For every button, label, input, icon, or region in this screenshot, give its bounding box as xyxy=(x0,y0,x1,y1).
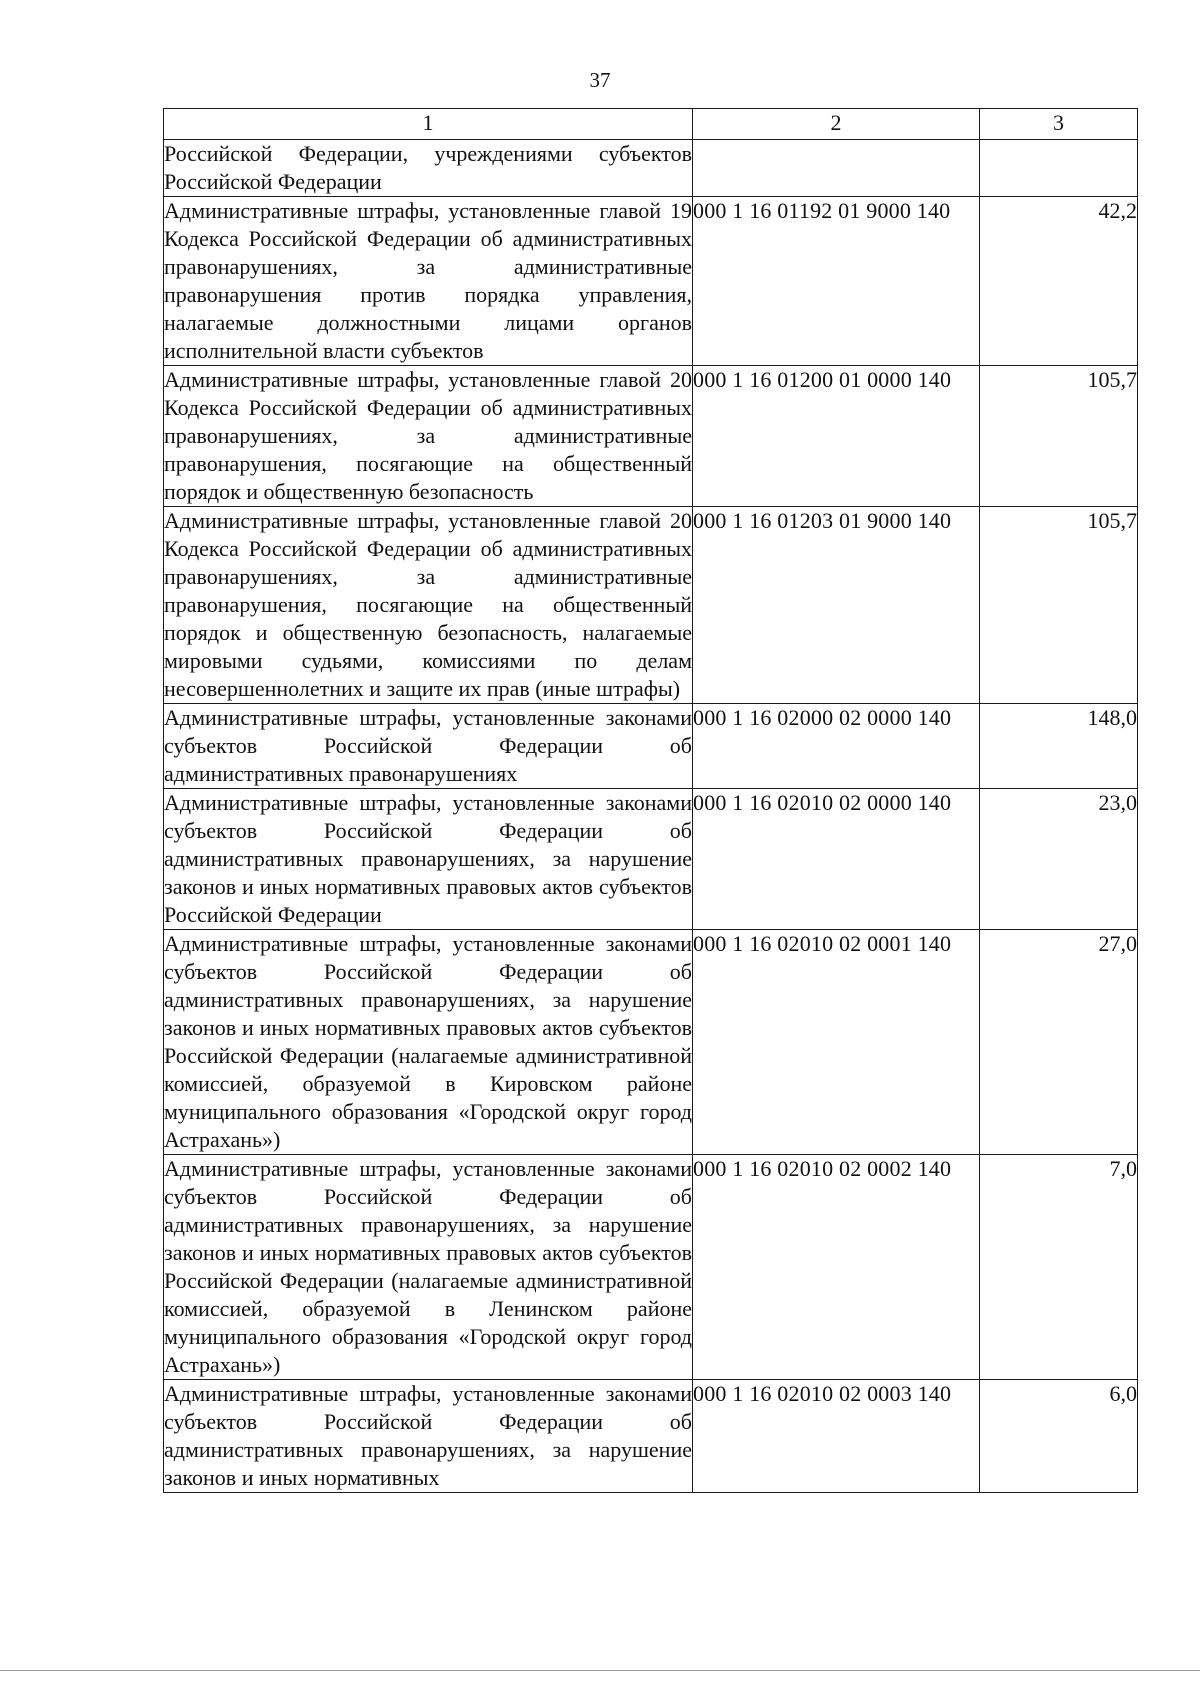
table-row xyxy=(164,140,1138,197)
row-description: Административные штрафы, установленные главой 20 Кодекса Российской Федерации об административных правонарушениях, за административные правонарушения, посягающие на общественный порядок и общественную безопасность, налагаемые мировыми судьями, комиссиями по делам несовершеннолетних и защите их прав (иные штрафы) xyxy=(164,507,693,704)
row-amount: 27,0 xyxy=(980,930,1138,1155)
row-amount: 7,0 xyxy=(980,1155,1138,1380)
table-row xyxy=(164,1155,1138,1380)
row-code: 000 1 16 02010 02 0001 140 xyxy=(693,930,980,1155)
page-number: 37 xyxy=(589,68,611,92)
row-amount: 6,0 xyxy=(980,1380,1138,1493)
row-amount: 148,0 xyxy=(980,704,1138,789)
column-header-2: 2 xyxy=(693,109,980,140)
row-code: 000 1 16 02010 02 0002 140 xyxy=(693,1155,980,1380)
table-row xyxy=(164,507,1138,704)
table-row xyxy=(164,197,1138,366)
column-header-3: 3 xyxy=(980,109,1138,140)
table-row xyxy=(164,704,1138,789)
row-description: Административные штрафы, установленные главой 20 Кодекса Российской Федерации об административных правонарушениях, за административные правонарушения, посягающие на общественный порядок и общественную безопасность xyxy=(164,366,693,507)
revenue-table xyxy=(163,108,1138,1493)
row-description: Административные штрафы, установленные главой 19 Кодекса Российской Федерации об административных правонарушениях, за административные правонарушения против порядка управления, налагаемые должностными лицами органов исполнительной власти субъектов xyxy=(164,197,693,366)
row-code: 000 1 16 01203 01 9000 140 xyxy=(693,507,980,704)
table-row xyxy=(164,1380,1138,1493)
row-description: Российской Федерации, учреждениями субъектов Российской Федерации xyxy=(164,140,693,197)
scan-bottom-rule xyxy=(0,1670,1200,1671)
table-row xyxy=(164,366,1138,507)
row-description: Административные штрафы, установленные законами субъектов Российской Федерации об административных правонарушениях, за нарушение законов и иных нормативных правовых актов субъектов Российской Федерации (налагаемые административной комиссией, образуемой в Кировском районе муниципального образования «Городской округ город Астрахань») xyxy=(164,930,693,1155)
row-code: 000 1 16 01200 01 0000 140 xyxy=(693,366,980,507)
row-description: Административные штрафы, установленные законами субъектов Российской Федерации об административных правонарушениях, за нарушение законов и иных нормативных xyxy=(164,1380,693,1493)
row-description: Административные штрафы, установленные законами субъектов Российской Федерации об административных правонарушениях xyxy=(164,704,693,789)
table-row xyxy=(164,930,1138,1155)
row-amount: 42,2 xyxy=(980,197,1138,366)
row-code: 000 1 16 02010 02 0000 140 xyxy=(693,789,980,930)
row-amount: 105,7 xyxy=(980,366,1138,507)
row-description: Административные штрафы, установленные законами субъектов Российской Федерации об административных правонарушениях, за нарушение законов и иных нормативных правовых актов субъектов Российской Федерации (налагаемые административной комиссией, образуемой в Ленинском районе муниципального образования «Городской округ город Астрахань») xyxy=(164,1155,693,1380)
row-description: Административные штрафы, установленные законами субъектов Российской Федерации об административных правонарушениях, за нарушение законов и иных нормативных правовых актов субъектов Российской Федерации xyxy=(164,789,693,930)
row-amount: 105,7 xyxy=(980,507,1138,704)
row-code: 000 1 16 01192 01 9000 140 xyxy=(693,197,980,366)
row-code: 000 1 16 02000 02 0000 140 xyxy=(693,704,980,789)
table-row xyxy=(164,789,1138,930)
row-amount xyxy=(980,140,1138,197)
column-header-1: 1 xyxy=(164,109,693,140)
table-header-row xyxy=(164,109,1138,140)
row-amount: 23,0 xyxy=(980,789,1138,930)
row-code xyxy=(693,140,980,197)
row-code: 000 1 16 02010 02 0003 140 xyxy=(693,1380,980,1493)
